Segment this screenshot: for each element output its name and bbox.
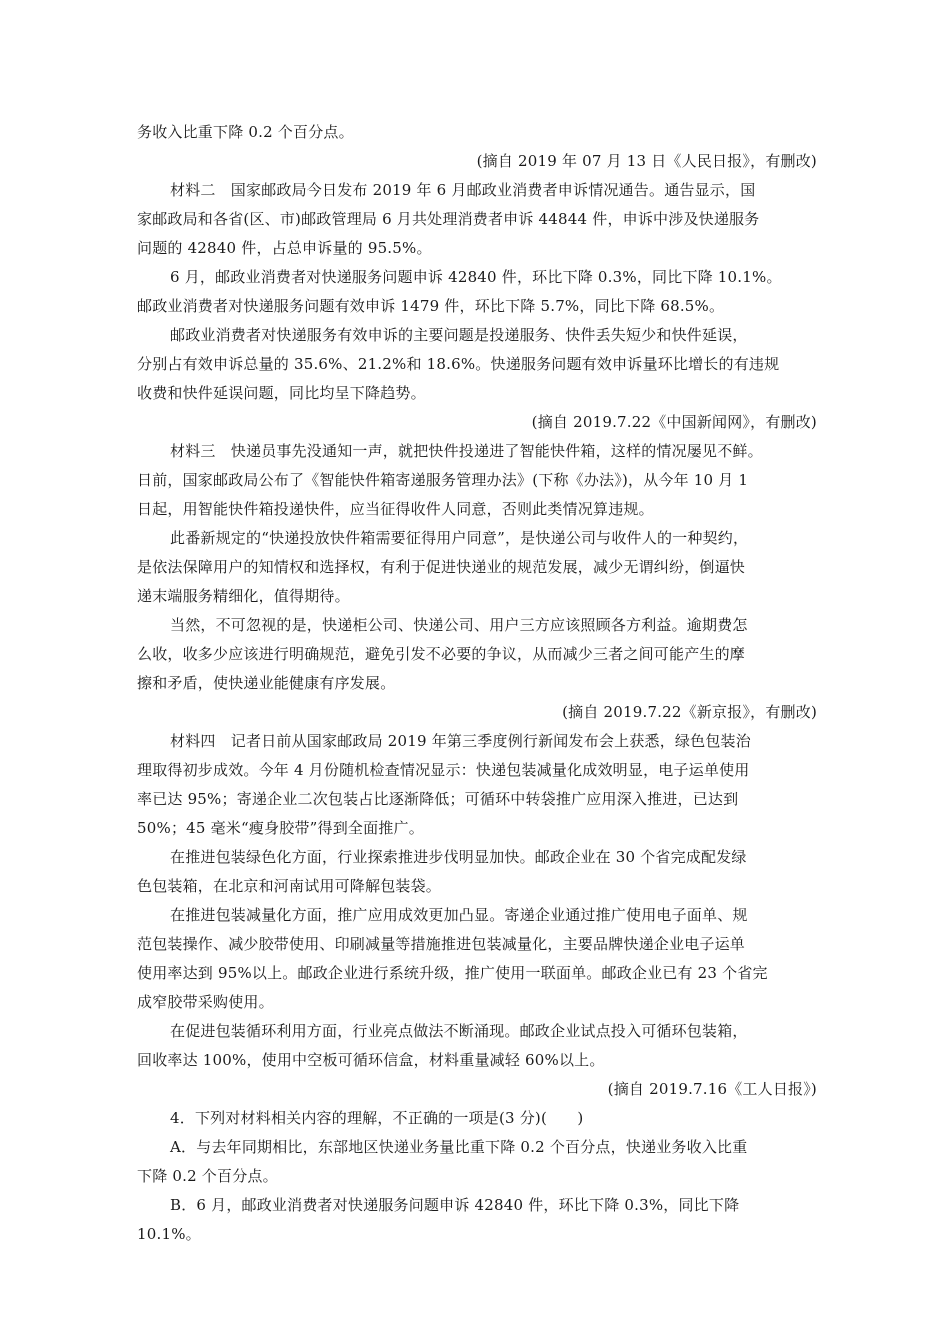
text-line: 当然，不可忽视的是，快递柜公司、快递公司、用户三方应该照顾各方利益。逾期费怎 (170, 616, 748, 634)
text-line: 范包装操作、减少胶带使用、印刷减量等措施推进包装减量化，主要品牌快递企业电子运单 (137, 935, 746, 953)
text-line: 递末端服务精细化，值得期待。 (137, 587, 350, 605)
text-line: 收费和快件延误问题，同比均呈下降趋势。 (137, 384, 426, 402)
text-line: 下降 0.2 个百分点。 (137, 1167, 278, 1185)
text-line: 日起，用智能快件箱投递快件，应当征得收件人同意，否则此类情况算违规。 (137, 500, 654, 518)
text-line: 材料四 记者日前从国家邮政局 2019 年第三季度例行新闻发布会上获悉，绿色包装治 (170, 732, 751, 750)
source-citation: (摘自 2019.7.16《工人日报》) (607, 1080, 817, 1098)
source-citation: (摘自 2019 年 07 月 13 日《人民日报》，有删改) (476, 152, 817, 170)
text-line: 色包装箱，在北京和河南试用可降解包装袋。 (137, 877, 442, 895)
text-line: A．与去年同期相比，东部地区快递业务量比重下降 0.2 个百分点，快递业务收入比重 (170, 1138, 748, 1156)
text-line: 回收率达 100%，使用中空板可循环信盒，材料重量减轻 60%以上。 (137, 1051, 605, 1069)
text-line: 是依法保障用户的知情权和选择权，有利于促进快递业的规范发展，减少无谓纠纷，倒逼快 (137, 558, 746, 576)
source-citation: (摘自 2019.7.22《新京报》，有删改) (562, 703, 817, 721)
text-line: 么收，收多少应该进行明确规范，避免引发不必要的争议，从而减少三者之间可能产生的摩 (137, 645, 746, 663)
text-line: 材料二 国家邮政局今日发布 2019 年 6 月邮政业消费者申诉情况通告。通告显示，国 (170, 181, 756, 199)
text-line: 材料三 快递员事先没通知一声，就把快件投递进了智能快件箱，这样的情况屡见不鲜。 (170, 442, 763, 460)
source-citation: (摘自 2019.7.22《中国新闻网》，有删改) (531, 413, 817, 431)
text-line: 成窄胶带采购使用。 (137, 993, 274, 1011)
text-line: 4．下列对材料相关内容的理解，不正确的一项是(3 分)( ) (170, 1109, 584, 1127)
text-line: 在促进包装循环利用方面，行业亮点做法不断涌现。邮政企业试点投入可循环包装箱， (170, 1022, 748, 1040)
text-line: B．6 月，邮政业消费者对快递服务问题申诉 42840 件，环比下降 0.3%，同比下降 (170, 1196, 740, 1214)
text-line: 日前，国家邮政局公布了《智能快件箱寄递服务管理办法》(下称《办法》)，从今年 10 月 1 (137, 471, 749, 489)
text-line: 此番新规定的“快递投放快件箱需要征得用户同意”，是快递公司与收件人的一种契约， (170, 529, 749, 547)
text-line: 分别占有效申诉总量的 35.6%、21.2%和 18.6%。快递服务问题有效申诉量环比增长的有违规 (137, 355, 780, 373)
text-line: 在推进包装绿色化方面，行业探索推进步伐明显加快。邮政企业在 30 个省完成配发绿 (170, 848, 747, 866)
text-line: 邮政业消费者对快递服务有效申诉的主要问题是投递服务、快件丢失短少和快件延误， (170, 326, 748, 344)
text-line: 家邮政局和各省(区、市)邮政管理局 6 月共处理消费者申诉 44844 件，申诉中涉及快递服务 (137, 210, 760, 228)
document-body (137, 118, 817, 1249)
text-line: 使用率达到 95%以上。邮政企业进行系统升级，推广使用一联面单。邮政企业已有 23 个省完 (137, 964, 768, 982)
text-line: 6 月，邮政业消费者对快递服务问题申诉 42840 件，环比下降 0.3%，同比下降 10.1%。 (170, 268, 782, 286)
text-line: 50%；45 毫米“瘦身胶带”得到全面推广。 (137, 819, 424, 837)
text-line: 率已达 95%；寄递企业二次包装占比逐渐降低；可循环中转袋推广应用深入推进，已达到 (137, 790, 739, 808)
text-line: 在推进包装减量化方面，推广应用成效更加凸显。寄递企业通过推广使用电子面单、规 (170, 906, 748, 924)
text-line: 务收入比重下降 0.2 个百分点。 (137, 123, 354, 141)
text-line: 理取得初步成效。今年 4 月份随机检查情况显示：快递包装减量化成效明显，电子运单使用 (137, 761, 750, 779)
text-line: 邮政业消费者对快递服务问题有效申诉 1479 件，环比下降 5.7%，同比下降 68.5%。 (137, 297, 725, 315)
text-line: 10.1%。 (137, 1225, 201, 1243)
text-line: 擦和矛盾，使快递业能健康有序发展。 (137, 674, 396, 692)
text-line: 问题的 42840 件，占总申诉量的 95.5%。 (137, 239, 432, 257)
